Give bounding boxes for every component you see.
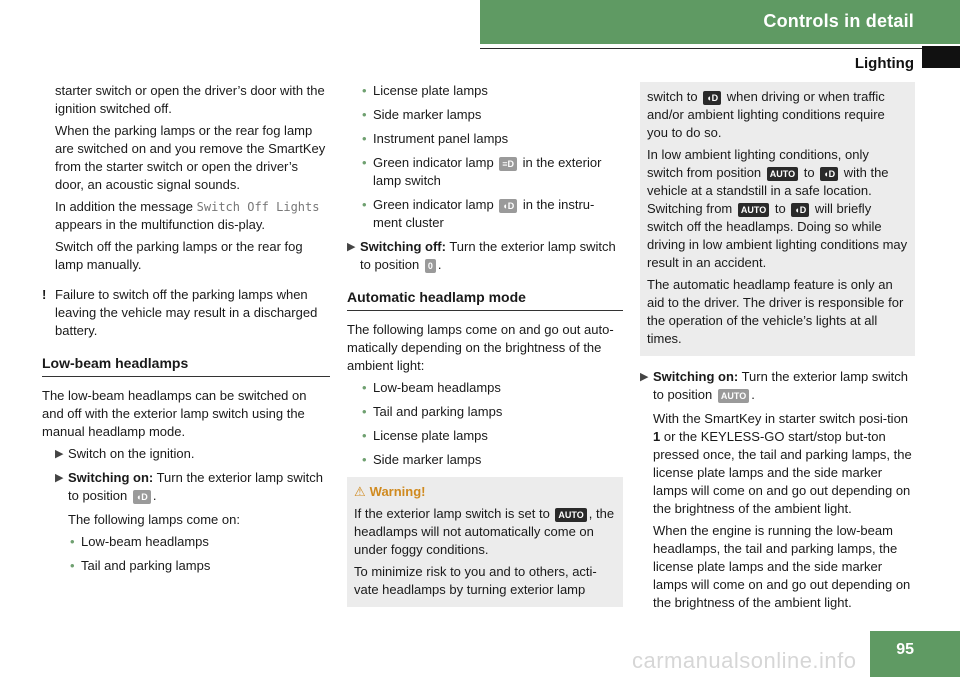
auto-icon: AUTO (738, 203, 769, 217)
arrow-icon: ▶ (55, 448, 64, 460)
auto-icon: AUTO (718, 389, 749, 403)
paragraph: The low-beam headlamps can be switched on and off with the exterior lamp switch using the manual headlamp mode. (42, 388, 307, 439)
display-message: Switch Off Lights (196, 200, 320, 214)
step-item: ▶ Switch on the ignition. (55, 446, 195, 461)
low-beam-icon: ◖D (133, 490, 151, 504)
paragraph: In addition the message Switch Off Lights appears in the multifunction dis-play. (55, 199, 320, 232)
position-zero-icon: 0 (425, 259, 436, 273)
step-item: ▶ Switching off: Turn the exterior lamp switch to position 0 . (347, 239, 616, 272)
warning-title: Warning! (369, 484, 426, 499)
header-rule (480, 48, 960, 49)
list-item: • Side marker lamps (347, 451, 623, 469)
paragraph: When the parking lamps or the rear fog lamp are switched on and you remove the SmartKey from the starter switch or open the driver’s door, an acoustic signal sounds. (55, 123, 326, 192)
warning-triangle-icon: ⚠ (354, 484, 366, 499)
list-item: • Tail and parking lamps (347, 403, 623, 421)
watermark: carmanualsonline.info (632, 648, 857, 673)
paragraph: switch to ◖D when driving or when traffic and/or ambient lighting conditions require you to do so. (647, 89, 885, 140)
low-beam-icon: ◖D (791, 203, 809, 217)
warning-box (347, 477, 623, 607)
list-item: • Tail and parking lamps (55, 557, 330, 575)
auto-icon: AUTO (767, 167, 798, 181)
list-item: • Green indicator lamp ◖D in the instru-ment cluster (347, 196, 623, 232)
paragraph: The automatic headlamp feature is only an aid to the driver. The driver is responsible for the operation of the vehicle’s lights at all times. (647, 277, 904, 346)
paragraph: When the engine is running the low-beam headlamps, the tail and parking lamps, the license plate lamps and the side marker lamps will come on and go out depending on the brightness of the ambient light. (653, 523, 911, 610)
list-item: • License plate lamps (347, 82, 623, 100)
arrow-icon: ▶ (640, 371, 649, 383)
exclamation-icon: ! (42, 287, 47, 302)
low-beam-icon: ◖D (499, 199, 517, 213)
low-beam-icon: ◖D (703, 91, 721, 105)
column-middle (347, 82, 623, 607)
paragraph: If the exterior lamp switch is set to AUTO , the headlamps will not automatically come on under foggy conditions. (354, 506, 615, 557)
paragraph: In low ambient lighting conditions, only switch from position AUTO to ◖D with the vehicle at a standstill in a safe location. Switching from AUTO to ◖D will briefly switch off the headlamps. Doing so while driving in low ambient lighting conditions may result in an accident. (647, 147, 908, 270)
section-tab-marker (922, 46, 960, 68)
arrow-icon: ▶ (347, 241, 356, 253)
arrow-icon: ▶ (55, 472, 64, 484)
heading-automatic-mode: Automatic headlamp mode (347, 288, 623, 311)
step-item: ▶ Switching on: Turn the exterior lamp switch to position AUTO . (640, 369, 909, 402)
list-item: • Green indicator lamp ≡D in the exterior lamp switch (347, 154, 623, 190)
list-item: • Side marker lamps (347, 106, 623, 124)
list-item: • License plate lamps (347, 427, 623, 445)
page-number-box (870, 631, 960, 677)
page-number: 95 (896, 641, 914, 658)
paragraph: With the SmartKey in starter switch posi-tion 1 or the KEYLESS-GO start/stop but-ton pressed once, the tail and parking lamps, the license plate lamps and the side marker lamps will come on and go out depending on the brightness of the ambient light. (653, 411, 912, 516)
fog-lamp-icon: ≡D (499, 157, 517, 171)
low-beam-icon: ◖D (820, 167, 838, 181)
paragraph: Switch off the parking lamps or the rear fog lamp manually. (55, 239, 303, 272)
chapter-title: Controls in detail (763, 11, 914, 31)
list-item: • Low-beam headlamps (347, 379, 623, 397)
warning-box-continued (640, 82, 915, 356)
paragraph: The following lamps come on and go out auto-matically depending on the brightness of the ambient light: (347, 322, 614, 373)
paragraph: starter switch or open the driver’s door with the ignition switched off. (55, 83, 325, 116)
auto-icon: AUTO (555, 508, 586, 522)
column-left (42, 82, 330, 581)
list-item: • Instrument panel lamps (347, 130, 623, 148)
heading-low-beam: Low-beam headlamps (42, 354, 330, 377)
section-title: Lighting (854, 55, 914, 72)
paragraph: To minimize risk to you and to others, acti-vate headlamps by turning exterior lamp (354, 564, 597, 597)
step-item: ▶ Switching on: Turn the exterior lamp switch to position ◖D . (55, 470, 324, 503)
caution-note: ! Failure to switch off the parking lamps when leaving the vehicle may result in a discharged battery. (42, 287, 318, 338)
paragraph: The following lamps come on: (68, 512, 240, 527)
list-item: • Low-beam headlamps (55, 533, 330, 551)
column-right (640, 82, 915, 616)
